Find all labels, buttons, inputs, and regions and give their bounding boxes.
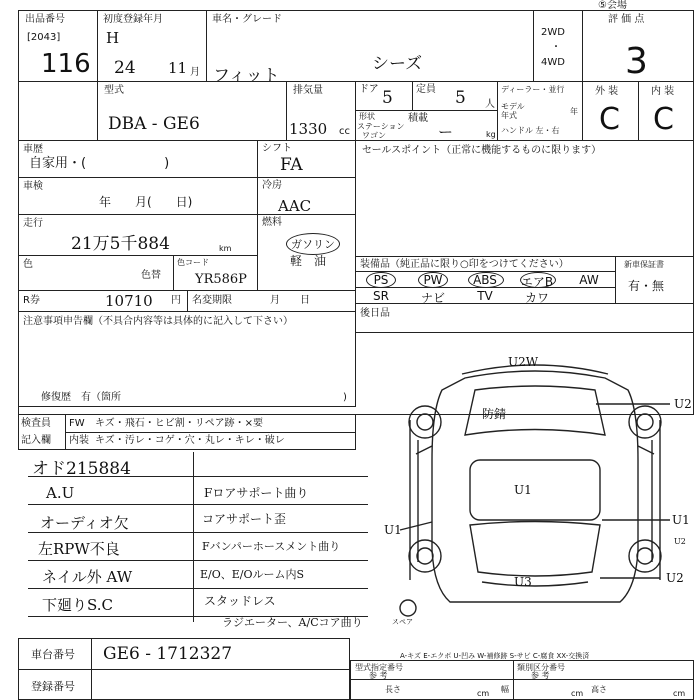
length-unit: cm: [477, 689, 490, 698]
warranty-value: 有・無: [628, 279, 665, 293]
car-name-label: 車名・グレード: [212, 14, 282, 25]
equipment-cell: [355, 256, 616, 304]
post-items-cell: [355, 303, 694, 333]
lot-code: [2043]: [27, 32, 61, 43]
opt-abs-circle: [468, 272, 504, 288]
wheel-fr: [629, 406, 661, 438]
grid-l5: [28, 588, 368, 589]
model-year-label: モデル年式: [501, 102, 525, 120]
era: H: [106, 29, 120, 47]
opt-abs: ABS: [473, 273, 497, 287]
chassis-label: 車台番号: [31, 648, 75, 661]
form-label-1: 型式指定番号: [355, 663, 403, 672]
opt-airbag: エアB: [520, 275, 554, 289]
opt-leather: カワ: [524, 291, 549, 305]
mark-u3: U3: [514, 575, 532, 589]
capacity-value: 5: [455, 88, 466, 108]
ac-cell: [257, 177, 356, 215]
shift-cell: [257, 140, 356, 178]
height-label: 高さ: [591, 685, 607, 694]
recycle-value: 10710: [105, 292, 153, 310]
form-mid: [351, 679, 693, 680]
note-4: 左RPW不良: [38, 540, 120, 558]
color-divider: [173, 256, 174, 290]
model-year-unit: 年: [570, 107, 578, 116]
notes-grid: [28, 452, 368, 629]
reg-month: 11: [168, 59, 188, 77]
wheel-fl: [409, 406, 441, 438]
note-2: A.U: [46, 484, 75, 502]
mileage-value: 21万5千884: [71, 234, 170, 254]
inspector-label-1: 検査員: [21, 418, 51, 429]
opt-ps: PS: [373, 273, 389, 287]
mileage-cell: [18, 214, 258, 256]
spare-label: スペア: [392, 618, 413, 626]
note-3: オーディオ欠: [40, 514, 129, 532]
notes-label: 注意事項申告欄（不具合内容等は具体的に記入して下さい）: [23, 316, 293, 327]
opt-aw: AW: [579, 273, 599, 287]
displacement-unit: cc: [339, 126, 350, 137]
shape-sub2: ワゴン: [362, 131, 386, 140]
sales-point-cell: [355, 140, 694, 257]
title-fields: 月 日: [270, 295, 310, 306]
body-outline: [432, 371, 638, 602]
form-div1: [513, 661, 514, 699]
note-r5: スタッドレス: [204, 594, 276, 608]
shape-label: 形状: [359, 112, 375, 121]
mileage-unit: km: [219, 244, 232, 253]
rear-panel: [482, 582, 588, 586]
chassis-div: [91, 639, 92, 699]
ac-label: 冷房: [262, 180, 282, 191]
dealer-cell: [497, 81, 583, 141]
model-cell: [97, 81, 287, 141]
color-cell: [18, 255, 258, 291]
warranty-label: 新車保証書: [624, 260, 664, 269]
color-label: 色: [23, 259, 33, 270]
wheel-rr: [629, 540, 661, 572]
repair-close: ): [343, 392, 347, 403]
insp-row2-tag: 内装: [69, 435, 89, 446]
color-code: YR586P: [195, 272, 247, 287]
equipment-label: 装備品（純正品に限り○印をつけてください）: [360, 259, 569, 270]
drive-dot: ・: [551, 42, 561, 53]
load-unit: kg: [486, 130, 496, 139]
wheel-rl: [409, 540, 441, 572]
mark-u1-center: U1: [514, 483, 532, 497]
reg-year: 24: [114, 58, 136, 78]
usage-value: 自家用・( ): [29, 156, 170, 171]
recycle-unit: 円: [171, 295, 181, 306]
chassis-number: GE6 - 1712327: [103, 644, 233, 664]
mark-rust: 防錆: [482, 407, 507, 421]
month-unit: 月: [190, 67, 200, 78]
ac-value: AAC: [278, 197, 312, 215]
insp-row1-tag: FW: [69, 418, 85, 429]
ext-grade-cell: [582, 81, 639, 141]
capacity-label: 定員: [416, 84, 436, 95]
car-grade: シーズ: [372, 54, 423, 74]
mark-u2-rear: U2: [666, 571, 684, 585]
drive-cell: [533, 10, 583, 82]
grid-l2: [28, 504, 368, 505]
chassis-cell: [18, 638, 350, 700]
form-ref-1: 参 考: [369, 671, 388, 680]
int-grade: C: [653, 102, 674, 137]
width-unit: cm: [571, 689, 584, 698]
recycle-cell: [18, 290, 188, 312]
note-1: オド215884: [32, 459, 131, 479]
damage-legend: A-キズ E-エクボ U-凹み W-補修跡 S-サビ C-腐食 XX-交換済: [400, 652, 590, 660]
load-label: 積載: [408, 113, 428, 124]
car-damage-diagram: [370, 350, 700, 630]
reg-label: 登録番号: [31, 680, 75, 693]
displacement-value: 1330: [289, 120, 328, 138]
wheel-fr-hub: [637, 414, 653, 430]
lot-number: 116: [41, 49, 91, 79]
opt-pw: PW: [423, 273, 443, 287]
door-value: 5: [382, 88, 393, 108]
leader-3: [400, 522, 432, 530]
car-name-cell: [206, 10, 534, 86]
opt-pw-circle: [418, 272, 448, 288]
wheel-rl-hub: [417, 548, 433, 564]
title-label: 名変期限: [192, 295, 232, 306]
fuel-label: 燃料: [262, 217, 282, 228]
mark-u2w: U2W: [508, 355, 539, 369]
form-ref-cell: [350, 660, 694, 700]
displacement-cell: [286, 81, 356, 141]
venue-mark: ⑤会場: [598, 0, 627, 11]
inspector-cell: [18, 414, 356, 450]
opt-ps-circle: [366, 272, 396, 288]
mileage-label: 走行: [23, 218, 43, 229]
capacity-cell: [412, 81, 498, 111]
dealer-label: ディーラー・並行: [501, 85, 565, 94]
note-r2: コアサポート歪: [202, 512, 287, 526]
fuel-alt: 軽 油: [290, 254, 327, 268]
score-label: 評 価 点: [608, 14, 645, 25]
load-value: ー: [438, 123, 454, 141]
height-unit: cm: [673, 689, 686, 698]
lot-label: 出品番号: [25, 14, 65, 25]
model-code: DBA - GE6: [108, 114, 200, 134]
width-label: 幅: [501, 685, 509, 694]
wheel-rr-hub: [637, 548, 653, 564]
inspection-cell: [18, 177, 258, 215]
shift-label: シフト: [262, 143, 292, 154]
door-label: ドア: [359, 84, 379, 95]
usage-cell: [18, 140, 258, 178]
first-reg-label: 初度登録年月: [103, 14, 163, 25]
opt-sr: SR: [373, 289, 389, 303]
insp-row1: キズ・飛石・ヒビ割・リペア跡・×要: [95, 418, 263, 429]
inspection-label: 車検: [23, 181, 43, 192]
note-r4: E/O、E/Oルーム内S: [200, 568, 305, 581]
rear-window: [470, 522, 600, 577]
warranty-cell: [615, 256, 694, 304]
drive-4wd: 4WD: [541, 57, 565, 68]
wheel-fl-hub: [417, 414, 433, 430]
ext-label: 外 装: [595, 86, 619, 97]
score-cell: [582, 10, 694, 82]
car-name: フィット: [213, 66, 280, 86]
post-label: 後日品: [360, 308, 390, 319]
insp-row2: キズ・汚レ・コゲ・穴・丸レ・キレ・破レ: [95, 435, 285, 446]
opt-navi: ナビ: [420, 291, 445, 305]
grid-l4: [28, 560, 368, 561]
first-registration-cell: [97, 10, 207, 82]
ext-grade: C: [599, 102, 620, 137]
color-code-label: 色コード: [177, 258, 209, 267]
mark-u1-left: U1: [384, 523, 402, 537]
repair-label: 修復歴 有（箇所: [41, 392, 121, 403]
sales-point-label: セールスポイント（正常に機能するものに限ります）: [362, 145, 602, 156]
int-label: 内 装: [651, 86, 675, 97]
chassis-mid: [19, 669, 349, 670]
int-grade-cell: [638, 81, 694, 141]
shape-sub: ステーション: [357, 122, 405, 131]
fuel-cell: [257, 214, 356, 291]
note-r1: Fロアサポート曲り: [204, 486, 309, 500]
spare-tire: [400, 600, 416, 616]
notes-cell: [18, 311, 356, 407]
displacement-label: 排気量: [293, 85, 323, 96]
opt-tv: TV: [477, 289, 493, 303]
shift-value: FA: [280, 155, 303, 175]
mark-u1-right: U1: [672, 513, 690, 527]
fuel-value: ガソリン: [286, 233, 340, 255]
note-6: 下廻りS.C: [42, 596, 113, 614]
note-r3: Fバンパーホースメント曲り: [202, 540, 341, 553]
note-5: ネイル外 AW: [42, 568, 133, 586]
shape-cell: [355, 110, 498, 141]
mark-u2-top: U2: [674, 397, 692, 411]
opt-airbag-circle: [520, 272, 556, 288]
length-label: 長さ: [385, 685, 401, 694]
roof: [470, 460, 600, 520]
capacity-unit: 人: [485, 99, 495, 110]
drive-2wd: 2WD: [541, 27, 565, 38]
insp-mid: [65, 432, 355, 433]
grid-vl: [193, 452, 194, 622]
lot-number-cell: [18, 10, 98, 82]
form-ref-2: 参 考: [531, 671, 550, 680]
door-cell: [355, 81, 413, 111]
mark-u2-sub: U2: [674, 537, 686, 546]
recycle-label: R券: [23, 295, 40, 306]
inspection-fields: 年 月( 日): [99, 195, 193, 209]
form-label-2: 類別区分番号: [517, 663, 565, 672]
score-value: 3: [625, 41, 648, 82]
model-label: 型式: [104, 85, 124, 96]
usage-label: 車歴: [23, 144, 43, 155]
inspector-label-2: 記入欄: [21, 435, 51, 446]
note-r6: ラジエーター、A/Cコア曲り: [222, 616, 363, 629]
color-change-label: 色替: [141, 270, 161, 281]
handle-label: ハンドル 左・右: [501, 126, 560, 135]
title-deadline-cell: [187, 290, 356, 312]
